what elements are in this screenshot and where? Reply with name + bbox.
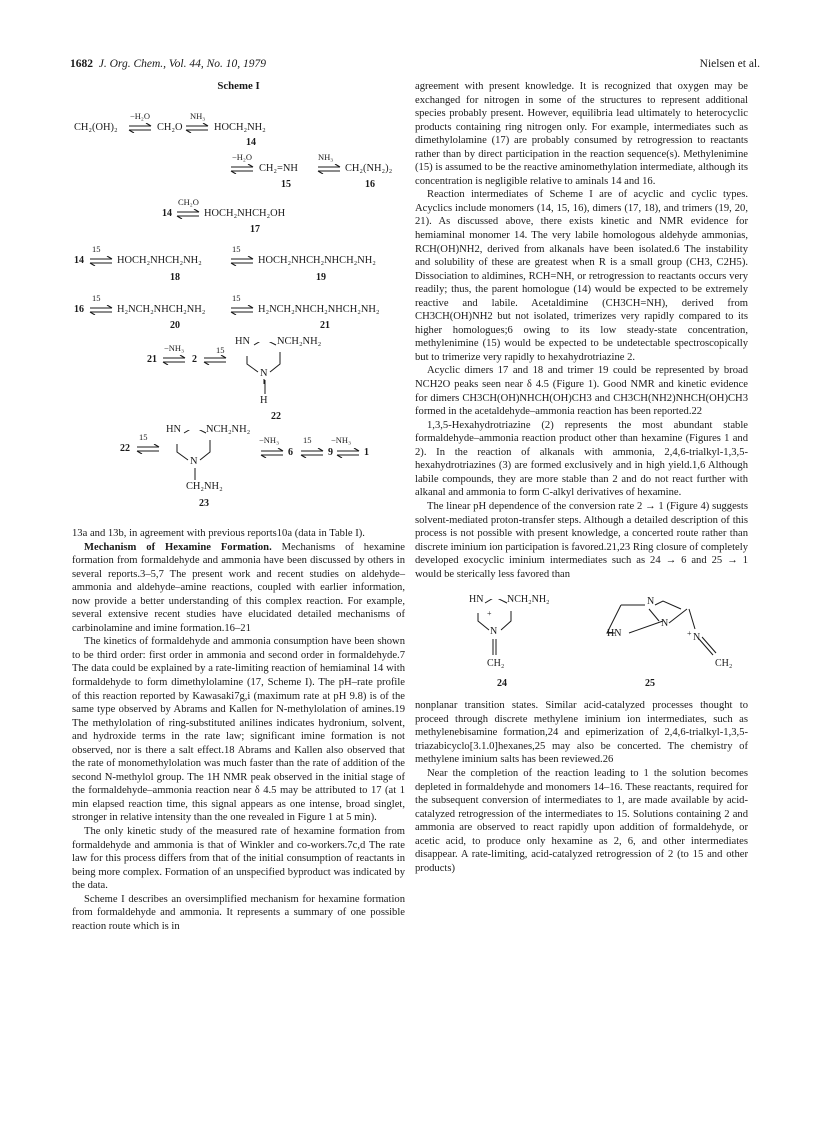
r7-ring-hn: HN [166, 424, 182, 435]
structures-24-25 [415, 581, 748, 691]
r3-end: HOCH₂NHCH₂OH [204, 208, 286, 219]
r7-reagent-3: 15 [303, 435, 312, 445]
r1-mid: CH₂O [157, 122, 183, 133]
equilibrium-arrow [230, 305, 254, 315]
r6-compound-number: 22 [271, 411, 281, 422]
equilibrium-arrow [260, 448, 284, 458]
equilibrium-arrow [136, 444, 160, 454]
equilibrium-arrow [300, 448, 324, 458]
r1-start: CH₂(OH)₂ [74, 122, 118, 133]
equilibrium-arrow [89, 305, 113, 315]
equilibrium-arrow [89, 256, 113, 266]
r2-end: CH₂(NH₂)₂ [345, 163, 393, 174]
r6-ring-n: N [260, 368, 268, 379]
s24-plus: + [487, 609, 492, 619]
r1-compound-number: 14 [246, 137, 256, 148]
r4-compound-number-2: 19 [316, 272, 326, 283]
right-paragraph-4: 1,3,5-Hexahydrotriazine (2) represents the most abundant stable formaldehyde–ammonia reaction product other than hexamine (Figures 1 and 2). In the reaction of alkanals with ammonia, 2,4,6-trialkyl-1,3,5-hexahydrotriazines (3) are formed exclusively and in high yield.1,6 Although labile compounds, they are more stable than 2 and do not react further with alkanal and ammonia to form C-alkyl derivatives of hexamine. [415, 419, 748, 499]
r7-compound-number: 23 [199, 498, 209, 509]
r7-ring-ch2nh2: CH₂NH₂ [186, 481, 223, 492]
r4-compound-number-1: 18 [170, 272, 180, 283]
s25-n1: N [647, 596, 655, 608]
s25-hn: HN [607, 628, 622, 640]
r6-ring-h: H [260, 395, 268, 406]
left-paragraph-2 [72, 541, 405, 636]
s24-n: N [490, 626, 498, 638]
left-paragraph-5: Scheme I describes an oversimplified mechanism for hexamine formation from formaldehyde and ammonia. It represents a summary of one possible reaction route which is in [72, 893, 405, 932]
r3-compound-number: 17 [250, 224, 260, 235]
left-paragraph-3: The kinetics of formaldehyde and ammonia consumption have been shown to be third order: first order in ammonia and second order in formaldehyde.7 The data could be explained by a rate-limiting reaction of hemiaminal 14 with formaldehyde to form dimethylolamine (17, Scheme I). The pH–rate profile of this reaction reported by Kawasaki7g,i (maximum rate at pH 9.8) is of the same type observed by Abrams and Kallen for N-methylolation of amines.19 The methylolation of ring-substituted anilines indicates hydronium, solvent, and hydroxide terms in the rate law; significant imine formation is not observed, nor is there a salt effect.18 Abrams and Kallen also observed that the rate of monomethylolation was much faster than the rate of addition of the second N-methylol group. The 1H NMR peak observed in the initial stage of the formaldehyde–ammonia reaction near δ 4.5 may be attributed to 17 (at 1 min elapsed reaction time, this signal appears as one intense, broad singlet, stronger in relative intensity than the one revealed in Figure 1 at 5 min). [72, 636, 405, 824]
left-column [72, 80, 405, 933]
section-heading: Mechanism of Hexamine Formation. [84, 541, 272, 553]
r7-reagent-4: −NH₃ [331, 435, 352, 445]
r3-start: 14 [162, 208, 172, 219]
equilibrium-arrow [317, 164, 341, 174]
r2-reagent-1: −H₂O [232, 152, 253, 162]
r4-mid: HOCH₂NHCH₂NH₂ [117, 255, 202, 266]
r1-reagent-2: NH₃ [190, 111, 206, 121]
r7-product-3: 1 [364, 447, 369, 458]
bond-line [263, 380, 267, 394]
r2-mid: CH₂=NH [259, 163, 298, 174]
r7-product-2: 9 [328, 447, 333, 458]
s25-n3: N [693, 632, 701, 644]
equilibrium-arrow [185, 123, 209, 133]
r2-compound-number-1: 15 [281, 179, 291, 190]
r4-reagent-2: 15 [232, 244, 241, 254]
r2-compound-number-2: 16 [365, 179, 375, 190]
page-header [70, 58, 760, 74]
r5-mid: H₂NCH₂NHCH₂NH₂ [117, 304, 206, 315]
bond-line [193, 468, 197, 480]
right-paragraph-2: Reaction intermediates of Scheme I are of acyclic and cyclic types. Acyclics include monomers (14, 15, 16), dimers (17, 18), and trimers (19, 20, 21). As discussed above, there exists kinetic and NMR evidence for hemiaminal monomer 14. The very labile homologous aldehyde ammonias, RCH(OH)NH2, derived from alkanals have been isolated.6 The instability and solubility of these are greatest when R is a small group (CH3, C2H5). Dissociation to aldimines, RCH=NH, or retrogression to reactants occurs very readily; thus, the parent homologue (14) would be expected to be extremely reactive and labile. Acetaldimine (CH3CH=NH), derived from CH3CH(OH)NH2 but not isolated, trimerizes very rapidly compared to its higher homologues;6 owing to its low steady-state concentration, methylenimine (15) would be expected to be undetectable spectroscopically but to trimerize very rapidly to hexahydrotriazine 2. [415, 189, 748, 363]
right-paragraph-3: Acyclic dimers 17 and 18 and trimer 19 could be represented by broad NCH2O peaks seen near δ 4.5 (Figure 1). Good NMR and kinetic evidence for dimers CH3CH(OH)NHCH(OH)CH3 and CH3CH(NH2)NHCH(OH)CH3 formed in the acetaldehyde–ammonia reaction has been reported.22 [415, 365, 748, 418]
s24-ch2: CH₂ [487, 658, 505, 670]
r6-reagent-2: 15 [216, 345, 225, 355]
r2-reagent-2: NH₃ [318, 152, 334, 162]
r3-reagent: CH₂O [178, 197, 199, 207]
r7-start: 22 [120, 443, 130, 454]
s25-label: 25 [645, 678, 655, 690]
r6-reagent-1: −NH₃ [164, 343, 185, 353]
right-paragraph-6: nonplanar transition states. Similar acid-catalyzed processes thought to proceed through discrete methylene iminium ion intermediates, such as methylenebisamine formation,24 and epimerization of 2,4,6-trialkyl-1,3,5-triazabicyclo[3.1.0]hexanes,25 may also be concerted. The chemistry of methylene iminium salts has been reviewed.26 [415, 700, 748, 766]
r6-ring-hn: HN [235, 336, 251, 347]
equilibrium-arrow [162, 355, 186, 365]
right-paragraph-7: Near the completion of the reaction leading to 1 the solution becomes depleted in formaldehyde and monomers 14–16. These reactants, required for the subsequent conversion of intermediates to 1, are made available by acid-catalyzed retrogression of the intermediates to 15. Solutions containing 2 and ammonia are observed to react rapidly upon addition of formaldehyde, or acetic acid, to produce only hexamine as 2, 6, and other intermediates disappear. A rate-limiting, acid-catalyzed retrogression of 2 (to 15 and other products) [415, 767, 748, 874]
double-bond [491, 639, 499, 655]
equilibrium-arrow [203, 355, 227, 365]
equilibrium-arrow [176, 209, 200, 219]
s24-label: 24 [497, 678, 507, 690]
right-column [415, 80, 748, 875]
r6-start: 21 [147, 354, 157, 365]
r7-product-1: 6 [288, 447, 293, 458]
equilibrium-arrow [128, 123, 152, 133]
equilibrium-arrow [230, 164, 254, 174]
r1-reagent-1: −H₂O [130, 111, 151, 121]
left-paragraph-1: 13a and 13b, in agreement with previous reports10a (data in Table I). [72, 528, 365, 539]
page-number: 1682 [70, 58, 93, 70]
right-paragraph-1: agreement with present knowledge. It is recognized that oxygen may be exchanged for nitrogen in some of the structures to represent additional species probably present. However, equilibria lead ultimately to heterocyclic products containing ring nitrogen only. For example, intermediates such as dimethylolamine (17) are probably consumed by retrogression to reactants rather than by direct participation in the reaction sequence(s). Methylenimine (15) is assumed to be the reactive aminomethylation intermediate, although its concentration is negligible relative to aminals 14 and 16. [415, 81, 748, 187]
r4-start: 14 [74, 255, 84, 266]
left-paragraph-2-body: Mechanisms of hexamine formation from formaldehyde and ammonia have been discussed by others in several reports.3–5,7 The present work and recent studies on aldehyde–ammonia and aldehyde–amine reactions, coupled with earlier information, now provide a better understanding of this complex reaction. For example, several extensive recent studies have elucidated detailed mechanisms of carbinolamine and imine formation.16–21 [72, 541, 405, 634]
s25-n2: N [661, 618, 669, 630]
r5-start: 16 [74, 304, 84, 315]
right-paragraph-5: The linear pH dependence of the conversion rate 2 → 1 (Figure 4) suggests solvent-mediated proton-transfer steps. Although a detailed description of this process is not possible with present knowledge, a concerted route rather than discrete iminium ion participation is favored.21,23 Ring closure of completely developed exocyclic iminium intermediates such as 24 → 6 and 25 → 1 would be sterically less favored than [415, 500, 748, 580]
r6-ring-substituent: NCH₂NH₂ [277, 336, 322, 347]
r5-compound-number-1: 20 [170, 320, 180, 331]
r4-reagent-1: 15 [92, 244, 101, 254]
running-authors: Nielsen et al. [699, 58, 760, 70]
journal-citation: J. Org. Chem., Vol. 44, No. 10, 1979 [98, 58, 267, 70]
s24-hn: HN [469, 594, 484, 606]
r7-reagent-1: 15 [139, 432, 148, 442]
s24-substituent: NCH₂NH₂ [507, 594, 550, 606]
scheme-title: Scheme I [217, 80, 260, 92]
r7-ring-substituent: NCH₂NH₂ [206, 424, 251, 435]
equilibrium-arrow [336, 448, 360, 458]
r5-reagent-1: 15 [92, 293, 101, 303]
r1-end: HOCH₂NH₂ [214, 122, 266, 133]
scheme-1 [72, 80, 405, 515]
s25-plus: + [687, 629, 692, 639]
r5-end: H₂NCH₂NHCH₂NHCH₂NH₂ [258, 304, 380, 315]
equilibrium-arrow [230, 256, 254, 266]
r7-ring-n: N [190, 456, 198, 467]
r5-compound-number-2: 21 [320, 320, 330, 331]
r6-mid: 2 [192, 354, 197, 365]
r5-reagent-2: 15 [232, 293, 241, 303]
r7-reagent-2: −NH₃ [259, 435, 280, 445]
s25-ch2: CH₂ [715, 658, 733, 670]
left-paragraph-4: The only kinetic study of the measured rate of hexamine formation from formaldehyde and ammonia is that of Winkler and co-workers.7c,d The rate law for this process differs from that of the initial consumption of reactants in being more complex. Formation of an unspecified byproduct was indicated by the data. [72, 826, 405, 892]
r4-end: HOCH₂NHCH₂NHCH₂NH₂ [258, 255, 376, 266]
